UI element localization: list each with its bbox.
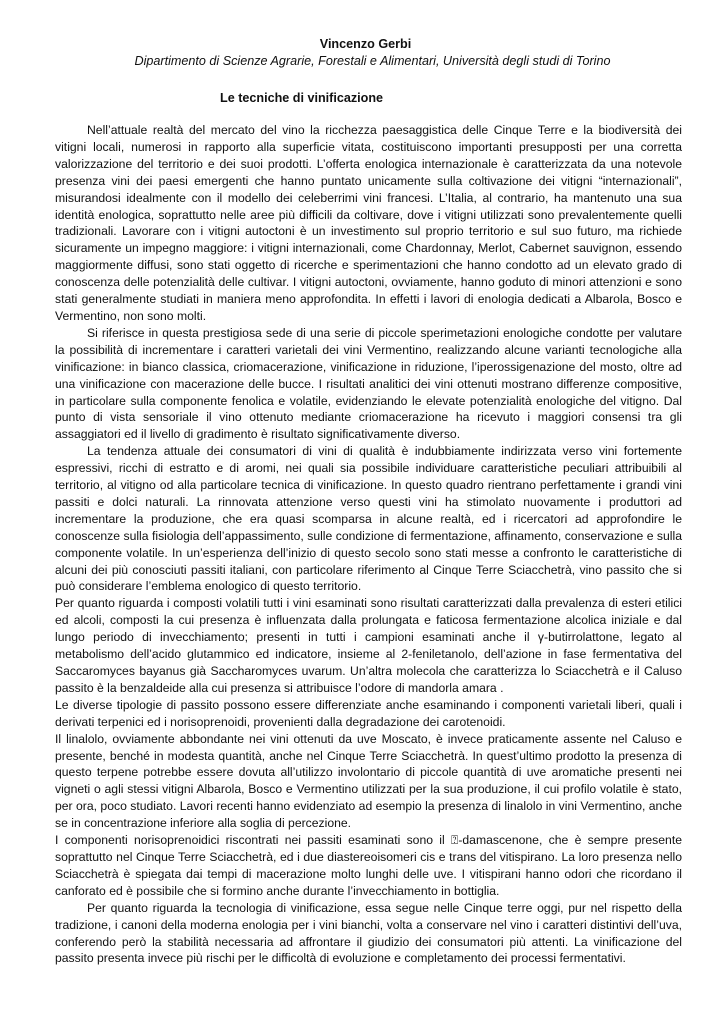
paragraph: La tendenza attuale dei consumatori di vini di qualità è indubbiamente indirizzata verso vini fortemente espressivi, ricchi di estratto e di aromi, nei quali sia possibile individuare caratteristiche peculiari attribuibili al territorio, al vitigno od alla particolare tecnica di vinificazione. In questo quadro rientrano perfettamente i grandi vini passiti e dolci naturali. La rinnovata attenzione verso questi vini ha stimolato nuovamente i produttori ad incrementare la produzione, che era quasi scomparsa in alcune realtà, ed i ricercatori ad approfondire le conoscenze sulla fisiologia dell’appassimento, sulle condizione di fermentazione, affinamento, conservazione e sulla componente volatile. In un’esperienza dell’inizio di questo secolo sono stati messe a confronto le caratteristiche di alcuni dei più conosciuti passiti italiani, con particolare riferimento al Cinque Terre Sciacchetrà, vino passito che si può considerare l’emblema enologico di questo territorio. [55, 444, 682, 594]
paragraph: Le diverse tipologie di passito possono essere differenziate anche esaminando i componenti varietali liberi, quali i derivati terpenici ed i norisoprenoidi, provenienti dalla degradazione dei carotenoidi. [55, 697, 682, 729]
author-name: Vincenzo Gerbi [319, 37, 412, 51]
paragraph: Nell’attuale realtà del mercato del vino la ricchezza paesaggistica delle Cinque Terre e la biodiversità dei vitigni locali, numerosi in rapporto alla superficie vitata, costituiscono importanti presupposti per una corretta valorizzazione del territorio e dei suoi prodotti. L’offerta enologica internazionale è caratterizzata da una notevole presenza vini dei paesi emergenti che hanno puntato unicamente sulla coltivazione dei vitigni “internazionali”, misurandosi idealmente con il modello dei celeberrimi vini francesi. L’Italia, al contrario, ha mantenuto una sua identità enologica, soprattutto nelle aree più difficili da coltivare, dove i vitigni utilizzati sono prevalentemente quelli tradizionali. Lavorare con i vitigni autoctoni è un investimento sul proprio territorio e sul suo futuro, ma richiede sicuramente un impegno maggiore: i vitigni internazionali, come Chardonnay, Merlot, Cabernet sauvignon, essendo maggiormente diffusi, sono stati oggetto di ricerche e sperimentazioni che hanno condotto ad un elevato grado di conoscenza delle potenzialità delle cultivar. I vitigni autoctoni, ovviamente, hanno goduto di minori attenzioni e sono stati generalmente studiati in maniera meno approfondita. In effetti i lavori di enologia dedicati a Albarola, Bosco e Vermentino, non sono molti. [55, 123, 682, 323]
paragraph: Si riferisce in questa prestigiosa sede di una serie di piccole sperimetazioni enologiche condotte per valutare la possibilità di incrementare i caratteri varietali dei vini Vermentino, realizzando alcune varianti tecnologiche alla vinificazione: in bianco classica, criomacerazione, vinificazione in riduzione, l’iperossigenazione del mosto, oltre ad una vinificazione con macerazione delle bucce. I risultati analitici dei vini ottenuti mostrano differenze compositive, in particolare sulla componente fenolica e volatile, evidenziando le elevate potenzialità enologiche del vitigno. Dal punto di vista sensoriale il vino ottenuto mediante criomacerazione ha ricevuto i maggiori consensi tra gli assaggiatori ed il livello di gradimento è risultato significativamente diverso. [55, 325, 682, 442]
author-affiliation: Dipartimento di Scienze Agrarie, Forestali e Alimentari, Università degli studi di Torino [134, 54, 611, 68]
paragraph: I componenti norisoprenoidici riscontrati nei passiti esaminati sono il ⍰-damascenone, che è sempre presente soprattutto nel Cinque Terre Sciacchetrà, ed i due diastereoisomeri cis e trans del vitispirano. La loro presenza nello Sciacchetrà è spiegata dai tempi di macerazione molto lunghi delle uve. I vitispirani hanno odori che ricordano il canforato ed è possibile che si formino anche durante l’invecchiamento in bottiglia. [55, 833, 682, 898]
paragraph: Il linalolo, ovviamente abbondante nei vini ottenuti da uve Moscato, è invece praticamente assente nel Caluso e presente, benché in modesta quantità, anche nel Cinque Terre Sciacchetrà. In quest’ultimo prodotto la presenza di questo terpene potrebbe essere dovuta all’utilizzo involontario di piccole quantità di uve aromatiche presenti nei vigneti o agli stessi vitigni Albarola, Bosco e Vermentino utilizzati per la sua produzione, il cui profilo volatile è stato, per ora, poco studiato. Lavori recenti hanno evidenziato ad esempio la presenza di linalolo in vini Vermentino, anche se in concentrazione inferiore alla soglia di percezione. [55, 731, 682, 831]
paragraph: Per quanto riguarda la tecnologia di vinificazione, essa segue nelle Cinque terre oggi, pur nel rispetto della tradizione, i canoni della moderna enologia per i vini bianchi, volta a conservare nel vino i caratteri distintivi dell’uva, conferendo però la stabilità necessaria ad affrontare il giudizio dei consumatori più attenti. La vinificazione del passito presenta invece più rischi per le difficoltà di evoluzione e completamento dei processi fermentativi. [55, 900, 682, 966]
document-title: Le tecniche di vinificazione [220, 91, 384, 105]
document-body [55, 122, 682, 967]
paragraph: Per quanto riguarda i composti volatili tutti i vini esaminati sono risultati caratterizzati dalla prevalenza di esteri etilici ed alcoli, composti la cui presenza è influenzata dalla prolungata e faticosa fermentazione alcolica iniziale e dal lungo periodo di invecchiamento; presenti in tutti i campioni esaminati anche il γ-butirrolattone, legato al metabolismo dell’acido glutammico ed indicatore, insieme al 2-feniletanolo, dell’azione in fase fermentativa del Saccaromyces bayanus già Saccharomyces uvarum. Un’altra molecola che caratterizza lo Sciacchetrà e il Caluso passito è la benzaldeide alla cui presenza si attribuisce l’odore di mandorla amara . [55, 596, 682, 695]
